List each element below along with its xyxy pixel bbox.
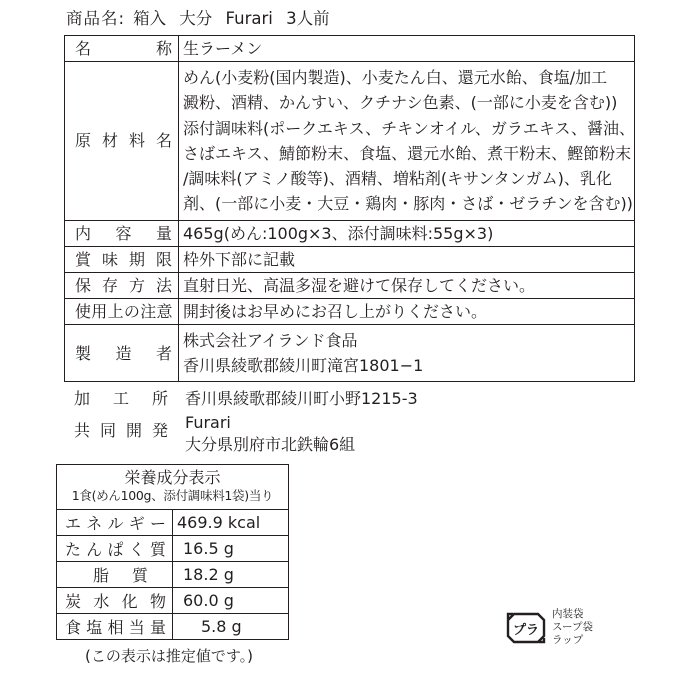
info-row-quantity bbox=[65, 220, 635, 246]
nutrition-value: 18.2 g bbox=[173, 562, 289, 588]
info-value bbox=[179, 324, 635, 382]
nutrition-header-row bbox=[57, 465, 289, 510]
codev-line: Furari bbox=[185, 413, 231, 432]
info-key: 賞味期限 bbox=[65, 246, 179, 272]
nutrition-title: 栄養成分表示 bbox=[124, 468, 221, 487]
product-name-value: 箱入 大分 Furari 3人前 bbox=[133, 9, 330, 28]
codev-line: 大分県別府市北鉄輪6組 bbox=[185, 435, 356, 454]
recycle-part: ラップ bbox=[552, 634, 584, 646]
ingredient-line: さばエキス、鯖節粉末、食塩、還元水飴、煮干粉末、鰹節粉末 bbox=[183, 143, 632, 163]
estimate-note: (この表示は推定値です。) bbox=[85, 647, 254, 665]
ingredient-line: 澱粉、酒精、かんすい、クチナシ色素、(一部に小麦を含む)) bbox=[183, 93, 618, 113]
recycle-parts bbox=[552, 608, 593, 647]
processing-key: 加工所 bbox=[74, 389, 168, 408]
pla-mark-text: プラ bbox=[512, 623, 540, 638]
manufacturer-line: 株式会社アイランド食品 bbox=[183, 330, 358, 350]
info-key: 原材料名 bbox=[65, 62, 179, 221]
info-row-best-before bbox=[65, 246, 635, 272]
info-value: 生ラーメン bbox=[179, 36, 635, 62]
nutrition-header bbox=[57, 465, 289, 510]
pla-recycle-icon bbox=[504, 610, 548, 646]
nutrition-key: 炭水化物 bbox=[57, 588, 173, 614]
ingredient-line: めん(小麦粉(国内製造)、小麦たん白、還元水飴、食塩/加工 bbox=[183, 68, 608, 87]
info-row-caution bbox=[65, 298, 635, 324]
info-key: 内容量 bbox=[65, 220, 179, 246]
nutrition-key: 脂質 bbox=[57, 562, 173, 588]
info-row-storage bbox=[65, 272, 635, 298]
nutrition-row-fat bbox=[57, 562, 289, 588]
ingredient-line: /調味料(アミノ酸等)、酒精、増粘剤(キサンタンガム)、乳化 bbox=[183, 169, 612, 189]
info-value: 開封後はお早めにお召し上がりください。 bbox=[179, 298, 635, 324]
recycle-part: 内装袋 bbox=[552, 608, 584, 620]
nutrition-key: たんぱく質 bbox=[57, 536, 173, 562]
product-name-label: 商品名: bbox=[66, 9, 126, 28]
info-key: 名称 bbox=[65, 36, 179, 62]
codev-key: 共同開発 bbox=[74, 421, 168, 440]
nutrition-row-carbohydrate bbox=[57, 588, 289, 614]
product-name-line bbox=[66, 7, 666, 31]
recycle-mark bbox=[504, 608, 624, 648]
info-key: 製造者 bbox=[65, 324, 179, 382]
ingredient-line: 添付調味料(ポークエキス、チキンオイル、ガラエキス、醤油、 bbox=[183, 118, 636, 138]
info-row-ingredients bbox=[65, 62, 635, 221]
info-value: 枠外下部に記載 bbox=[179, 246, 635, 272]
info-row-manufacturer bbox=[65, 324, 635, 382]
recycle-part: スープ袋 bbox=[552, 621, 593, 633]
nutrition-subtitle: 1食(めん100g、添付調味料1袋)当り bbox=[71, 488, 274, 503]
info-value: 直射日光、高温多湿を避けて保存してください。 bbox=[179, 272, 635, 298]
nutrition-value: 469.9 kcal bbox=[173, 510, 289, 536]
nutrition-value: 5.8 g bbox=[173, 614, 289, 640]
info-value bbox=[179, 62, 635, 221]
nutrition-value: 60.0 g bbox=[173, 588, 289, 614]
nutrition-key: 食塩相当量 bbox=[57, 614, 173, 640]
nutrition-table bbox=[56, 464, 289, 640]
processing-value: 香川県綾歌郡綾川町小野1215-3 bbox=[185, 389, 418, 408]
nutrition-row-energy bbox=[57, 510, 289, 536]
info-value: 465g(めん:100g×3、添付調味料:55g×3) bbox=[179, 220, 635, 246]
manufacturer-line: 香川県綾歌郡綾川町滝宮1801−1 bbox=[183, 356, 424, 376]
nutrition-row-salt bbox=[57, 614, 289, 640]
product-info-table bbox=[64, 35, 635, 382]
ingredient-line: 剤、(一部に小麦・大豆・鶏肉・豚肉・さば・ゼラチンを含む)) bbox=[183, 194, 633, 214]
info-key: 使用上の注意 bbox=[65, 298, 179, 324]
nutrition-key: エネルギー bbox=[57, 510, 173, 536]
info-row-name bbox=[65, 36, 635, 62]
nutrition-row-protein bbox=[57, 536, 289, 562]
nutrition-value: 16.5 g bbox=[173, 536, 289, 562]
info-key: 保存方法 bbox=[65, 272, 179, 298]
